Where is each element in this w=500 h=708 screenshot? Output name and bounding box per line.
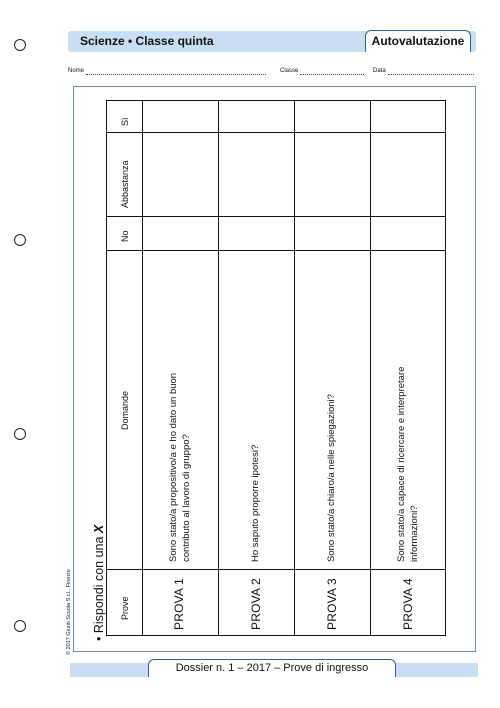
header-abbastanza: Abbastanza [120,160,130,208]
prova-label-4: PROVA 4 [401,578,415,630]
header-tab-label: Autovalutazione [365,30,471,52]
question-4-line-2: informazioni? [409,505,420,562]
header-si: Sì [120,117,130,126]
binder-hole-2 [14,234,26,246]
prova-label-1: PROVA 1 [172,578,186,630]
header-domande: Domande [120,390,130,430]
student-fields [68,67,474,81]
binder-hole-3 [14,428,26,440]
table-outline [106,100,446,636]
question-2-line-1: Ho saputo proporre ipotesi? [250,444,261,562]
field-data-label: Data [373,68,386,74]
prova-label-3: PROVA 3 [325,578,339,630]
question-4-line-1: Sono stato/a capace di ricercare e interpretare [396,366,407,562]
binder-hole-4 [14,620,26,632]
self-assessment-table [106,100,446,636]
copyright-note: © 2017 Giunti Scuola S.r.l., Firenze [66,569,72,655]
question-1-line-1: Sono stato/a propositivo/a e ho dato un buon [168,372,179,562]
header-no: No [120,230,130,242]
field-nome-label: Nome [68,68,85,74]
instruction-mark: X [92,524,106,534]
prova-label-2: PROVA 2 [249,578,263,630]
instruction-text: • Rispondi con una [92,536,106,641]
question-3-line-1: Sono stato/a chiaro/a nelle spiegazioni? [326,394,337,562]
field-classe[interactable] [280,67,364,75]
header-prove: Prove [120,596,130,620]
footer-label: Dossier n. 1 – 2017 – Prove di ingresso [148,659,396,677]
field-classe-label: Classe [280,68,299,74]
field-data[interactable] [373,67,474,75]
question-1-line-2: contributo al lavoro di gruppo? [181,434,192,562]
header-title: Scienze • Classe quinta [80,34,214,48]
binder-hole-1 [14,39,26,51]
field-nome[interactable] [68,67,266,75]
instruction [92,525,106,641]
